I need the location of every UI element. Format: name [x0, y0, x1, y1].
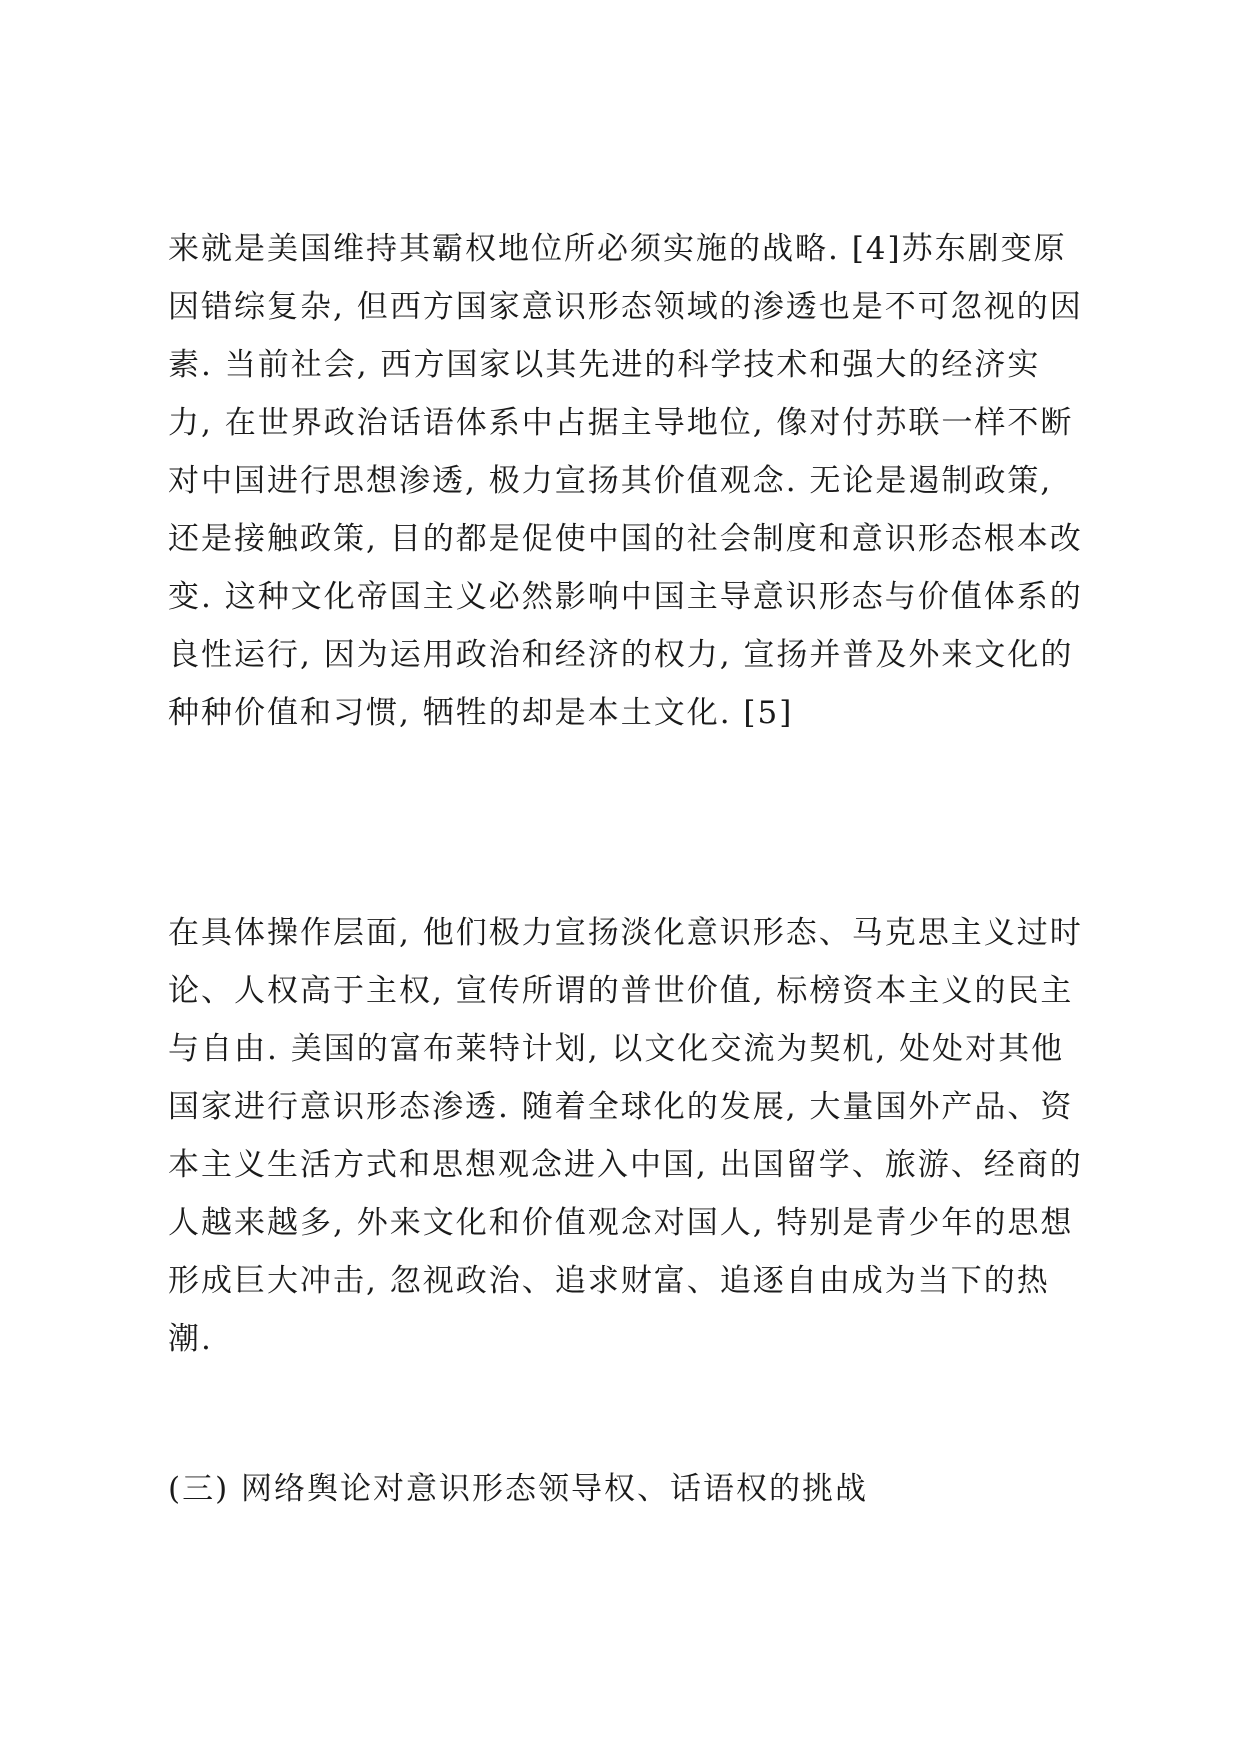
paragraph-line: 人越来越多, 外来文化和价值观念对国人, 特别是青少年的思想: [168, 1205, 1074, 1241]
section-heading-text: (三) 网络舆论对意识形态领导权、话语权的挑战: [168, 1471, 869, 1507]
section-heading: [168, 1460, 1088, 1518]
paragraph-line: 在具体操作层面, 他们极力宣扬淡化意识形态、马克思主义过时: [168, 915, 1083, 951]
paragraph-line: 因错综复杂, 但西方国家意识形态领域的渗透也是不可忽视的因: [168, 289, 1083, 325]
paragraph-line: 论、人权高于主权, 宣传所谓的普世价值, 标榜资本主义的民主: [168, 973, 1074, 1009]
paragraph-line: 形成巨大冲击, 忽视政治、追求财富、追逐自由成为当下的热: [168, 1263, 1050, 1299]
paragraph-line: 还是接触政策, 目的都是促使中国的社会制度和意识形态根本改: [168, 521, 1083, 557]
paragraph-line: 力, 在世界政治话语体系中占据主导地位, 像对付苏联一样不断: [168, 405, 1074, 441]
paragraph-line: 潮.: [168, 1321, 213, 1357]
paragraph-line: 素. 当前社会, 西方国家以其先进的科学技术和强大的经济实: [168, 347, 1041, 383]
paragraph-line: 国家进行意识形态渗透. 随着全球化的发展, 大量国外产品、资: [168, 1089, 1074, 1125]
paragraph-2: [168, 904, 1088, 1368]
paragraph-line: 良性运行, 因为运用政治和经济的权力, 宣扬并普及外来文化的: [168, 637, 1074, 673]
paragraph-line: 本主义生活方式和思想观念进入中国, 出国留学、旅游、经商的: [168, 1147, 1083, 1183]
paragraph-line: 来就是美国维持其霸权地位所必须实施的战略. [4]苏东剧变原: [168, 231, 1067, 267]
paragraph-line: 种种价值和习惯, 牺牲的却是本土文化. [5]: [168, 695, 794, 731]
paragraph-line: 与自由. 美国的富布莱特计划, 以文化交流为契机, 处处对其他: [168, 1031, 1065, 1067]
paragraph-line: 变. 这种文化帝国主义必然影响中国主导意识形态与价值体系的: [168, 579, 1083, 615]
paragraph-1: [168, 220, 1088, 742]
paragraph-line: 对中国进行思想渗透, 极力宣扬其价值观念. 无论是遏制政策,: [168, 463, 1053, 499]
